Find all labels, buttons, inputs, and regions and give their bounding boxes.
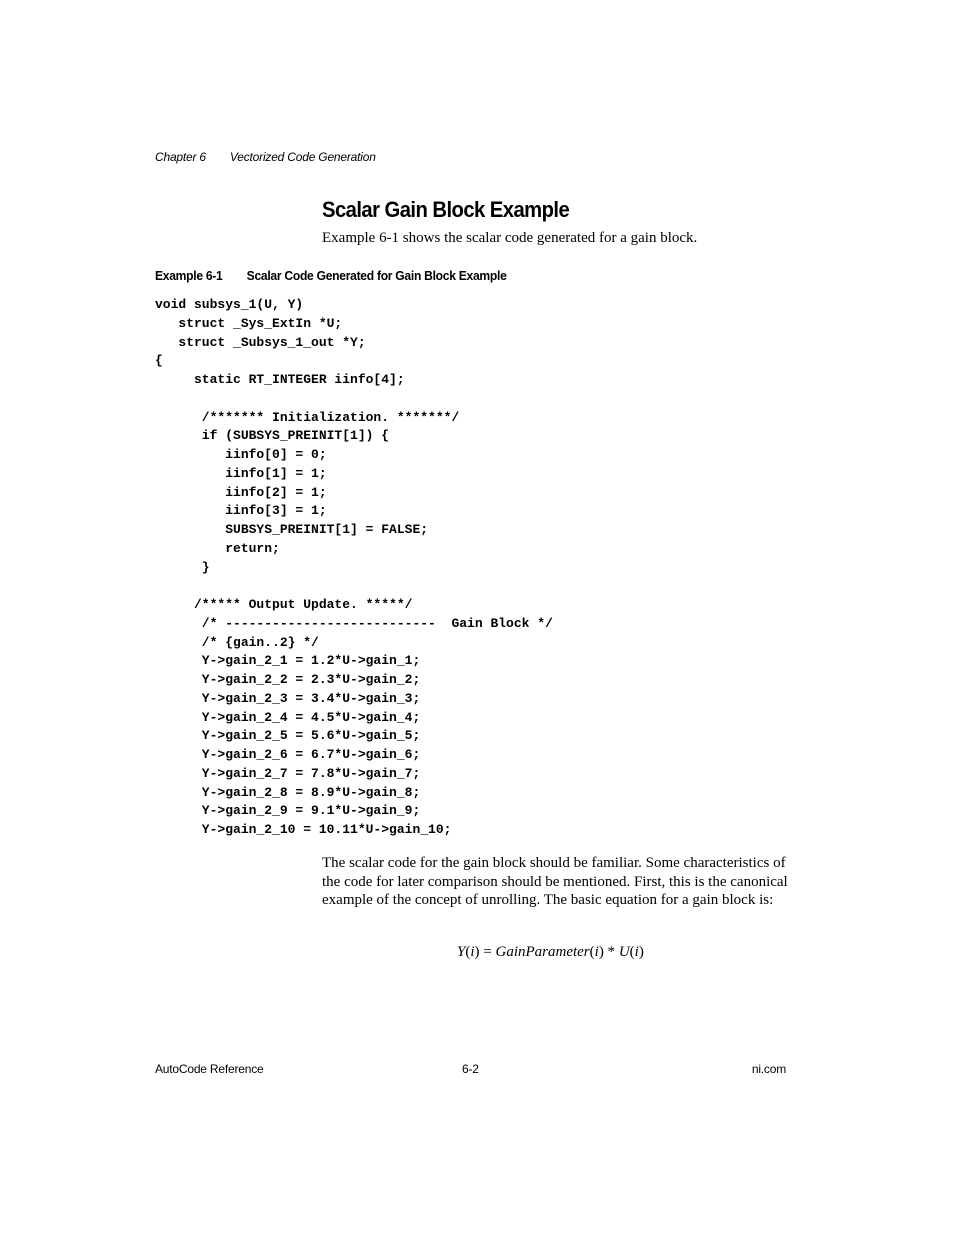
example-caption [155, 268, 507, 283]
code-line [155, 577, 553, 596]
code-line: iinfo[2] = 1; [155, 484, 327, 500]
code-line: if (SUBSYS_PREINIT[1]) { [155, 428, 390, 444]
code-line: Y->gain_2_4 = 4.5*U->gain_4; [155, 709, 421, 725]
code-line: static RT_INTEGER iinfo[4]; [155, 372, 405, 387]
code-line: iinfo[1] = 1; [155, 465, 327, 481]
code-line [155, 390, 553, 409]
example-label: Example 6-1 [155, 268, 223, 283]
code-line: iinfo[3] = 1; [155, 503, 327, 519]
code-line: iinfo[0] = 0; [155, 447, 327, 462]
gain-equation [457, 944, 644, 961]
code-line: Y->gain_2_6 = 6.7*U->gain_6; [155, 747, 421, 762]
eq-paren: ( [465, 944, 471, 960]
code-line: /* {gain..2} */ [155, 634, 319, 650]
example-title: Scalar Code Generated for Gain Block Example [246, 268, 507, 283]
body-paragraph: The scalar code for the gain block should be familiar. Some characteristics of the code for later comparison should be mentioned. First, this is the canonical example of the concept of unrolling. The basic equation for a gain block is: [322, 855, 788, 909]
eq-paren: ( [589, 944, 595, 960]
code-line: Y->gain_2_7 = 7.8*U->gain_7; [155, 765, 421, 781]
code-line: Y->gain_2_10 = 10.11*U->gain_10; [155, 822, 452, 837]
footer-document-title: AutoCode Reference [155, 1062, 264, 1076]
eq-index: i [470, 944, 475, 960]
code-listing [155, 296, 553, 840]
eq-times: ) * [598, 944, 619, 960]
eq-gain-parameter: GainParameter [495, 944, 590, 960]
eq-paren: ( [629, 944, 635, 960]
code-line: struct _Sys_ExtIn *U; [155, 315, 343, 331]
eq-u: U [618, 944, 630, 960]
code-line: /* --------------------------- Gain Block */ [155, 615, 553, 631]
code-line: Y->gain_2_2 = 2.3*U->gain_2; [155, 672, 421, 687]
code-line: /***** Output Update. *****/ [155, 597, 413, 612]
code-line: Y->gain_2_3 = 3.4*U->gain_3; [155, 690, 421, 706]
code-line: void subsys_1(U, Y) [155, 297, 304, 312]
code-line: Y->gain_2_9 = 9.1*U->gain_9; [155, 803, 421, 819]
code-line: /******* Initialization. *******/ [155, 409, 460, 425]
footer-page-number: 6-2 [462, 1062, 479, 1076]
eq-index: i [594, 944, 599, 960]
intro-paragraph: Example 6-1 shows the scalar code generated for a gain block. [322, 230, 698, 246]
eq-y: Y [457, 944, 466, 960]
running-header [155, 150, 376, 164]
code-line: return; [155, 540, 280, 556]
chapter-number: Chapter 6 [155, 150, 206, 164]
chapter-title: Vectorized Code Generation [229, 150, 376, 164]
code-line: Y->gain_2_8 = 8.9*U->gain_8; [155, 784, 421, 800]
eq-index: i [634, 944, 639, 960]
eq-paren: ) [638, 944, 644, 960]
eq-equals: ) = [474, 944, 496, 960]
code-line: Y->gain_2_5 = 5.6*U->gain_5; [155, 728, 421, 744]
code-line: struct _Subsys_1_out *Y; [155, 334, 366, 350]
code-line: { [155, 353, 163, 369]
code-line: Y->gain_2_1 = 1.2*U->gain_1; [155, 653, 421, 669]
code-line: SUBSYS_PREINIT[1] = FALSE; [155, 522, 429, 537]
code-line: } [155, 559, 210, 575]
footer-website: ni.com [751, 1062, 786, 1076]
section-heading: Scalar Gain Block Example [322, 197, 570, 222]
